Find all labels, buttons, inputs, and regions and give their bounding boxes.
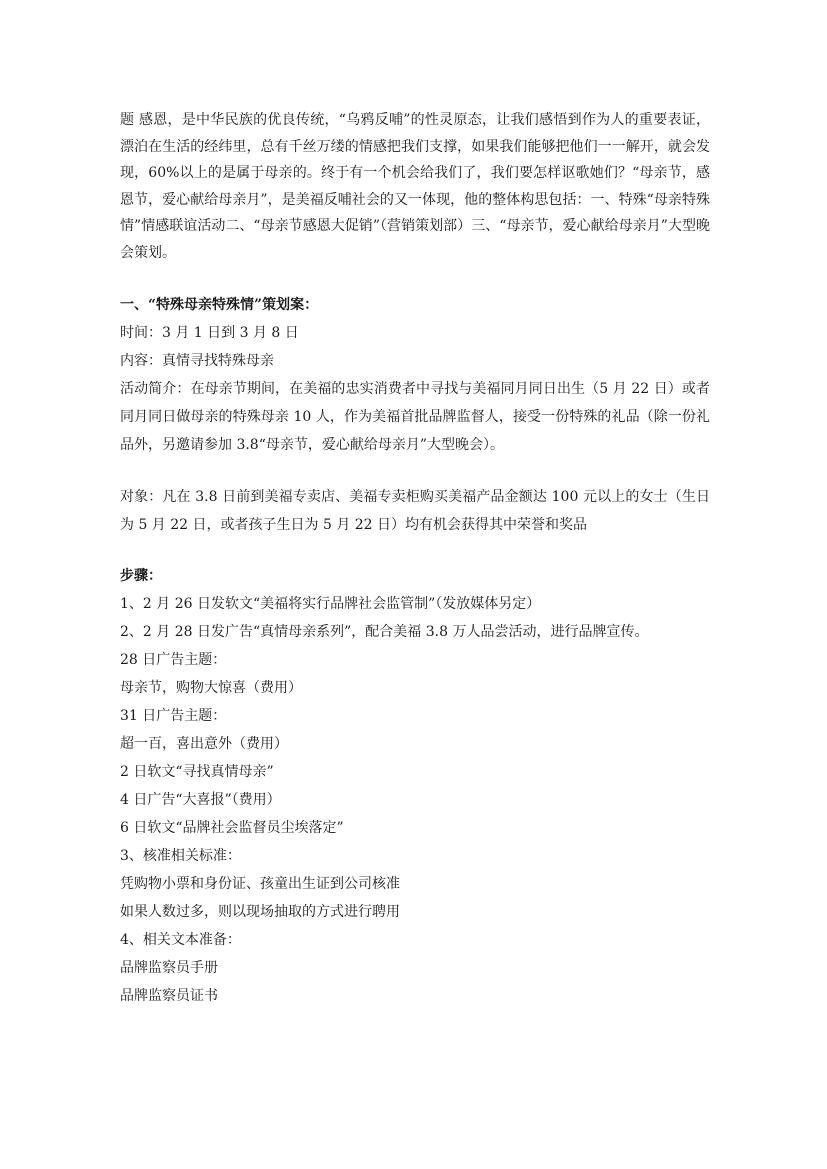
step-line: 凭购物小票和身份证、孩童出生证到公司核准: [120, 876, 400, 892]
step-line: 2、2 月 28 日发广告“真情母亲系列”，配合美福 3.8 万人品尝活动，进行品牌宣传。: [120, 624, 649, 640]
step-line: 28 日广告主题：: [120, 652, 227, 668]
intro-paragraph: 题 感恩，是中华民族的优良传统，“乌鸦反哺”的性灵原态，让我们感悟到作为人的重要表证，漂泊在生活的经纬里，总有千丝万缕的情感把我们支撑，如果我们能够把他们一一解开，就会发现，60%以上的是属于母亲的。终于有一个机会给我们了，我们要怎样讴歌她们？“母亲节，感恩节，爱心献给母亲月”，是美福反哺社会的又一体现，他的整体构思包括：一、特殊“母亲特殊情”情感联谊活动二、“母亲节感恩大促销”（营销策划部）三、“母亲节，爱心献给母亲月”大型晚会策划。: [120, 112, 710, 261]
spacer: [120, 459, 710, 483]
step-line: 超一百，喜出意外（费用）: [120, 736, 288, 752]
step-line: 4 日广告“大喜报”（费用）: [120, 792, 281, 808]
step-line: 6 日软文“品牌社会监督员尘埃落定”: [120, 820, 344, 836]
section-special-mother: [120, 292, 710, 539]
step-line: 母亲节，购物大惊喜（费用）: [120, 680, 302, 696]
step-line: 4、相关文本准备：: [120, 932, 241, 948]
spacer: [120, 539, 710, 563]
step-line: 3、核准相关标准：: [120, 848, 241, 864]
intro-section: [120, 107, 710, 266]
step-line: 2 日软文“寻找真情母亲”: [120, 764, 274, 780]
step-line: 如果人数过多，则以现场抽取的方式进行聘用: [120, 904, 400, 920]
spacer: [120, 266, 710, 292]
step-line: 品牌监察员手册: [120, 960, 218, 976]
step-line: 品牌监察员证书: [120, 988, 218, 1004]
section-steps: [120, 563, 710, 1010]
activity-content: 内容：真情寻找特殊母亲: [120, 353, 274, 369]
section-heading: 一、“特殊母亲特殊情”策划案：: [120, 297, 319, 313]
section-heading: 步骤：: [120, 568, 162, 584]
step-line: 1、2 月 26 日发软文“美福将实行品牌社会监管制”（发放媒体另定）: [120, 596, 541, 612]
activity-target: 对象：凡在 3.8 日前到美福专卖店、美福专卖柜购买美福产品金额达 100 元以上的女士（生日为 5 月 22 日，或者孩子生日为 5 月 22 日）均有机会获得其中荣誉和奖品: [120, 489, 710, 533]
activity-time: 时间：3 月 1 日到 3 月 8 日: [120, 325, 299, 341]
document-body: [120, 107, 710, 1010]
step-line: 31 日广告主题：: [120, 708, 227, 724]
activity-summary: 活动简介：在母亲节期间，在美福的忠实消费者中寻找与美福同月同日出生（5 月 22 日）或者同月同日做母亲的特殊母亲 10 人，作为美福首批品牌监督人，接受一份特殊的礼品（除一份礼品外，另邀请参加 3.8“母亲节，爱心献给母亲月”大型晚会）。: [120, 381, 710, 453]
